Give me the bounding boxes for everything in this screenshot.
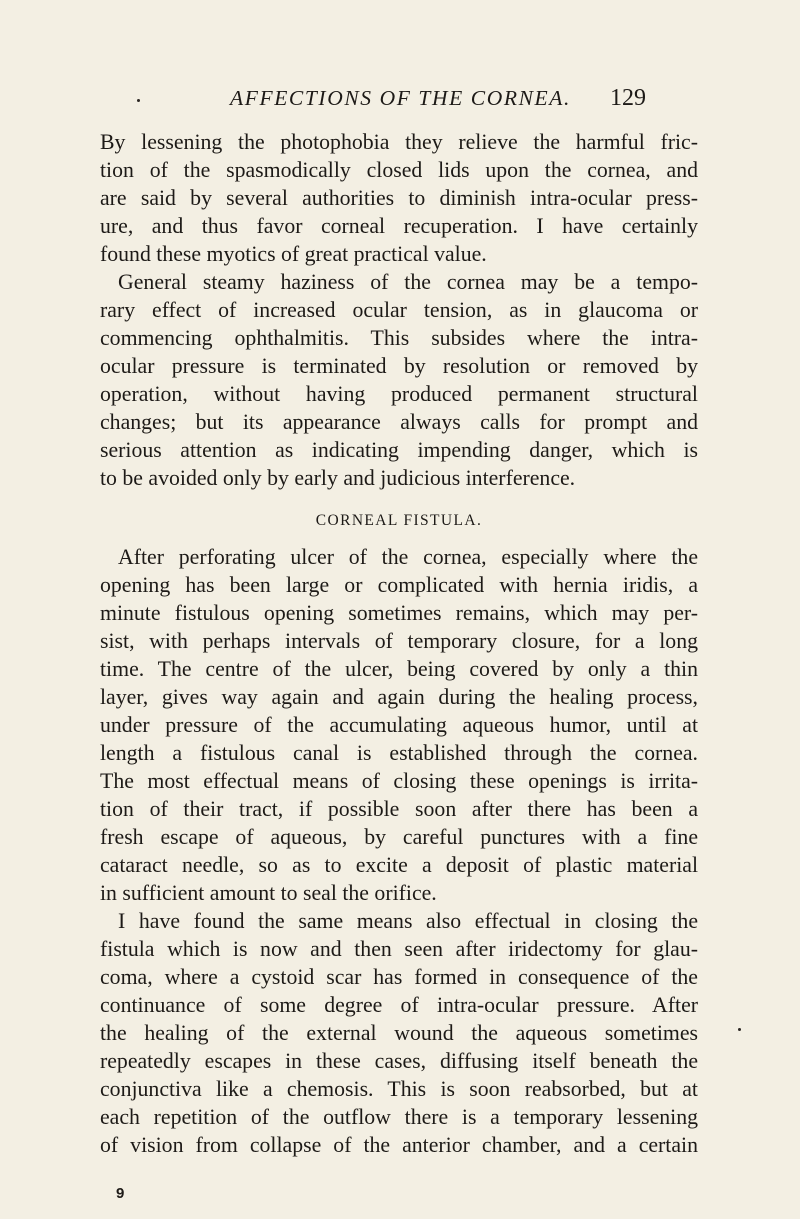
paragraph-line: opening has been large or complicated with hernia iridis, a [100, 573, 698, 597]
page-number: 129 [610, 85, 646, 111]
paragraph-line: The most effectual means of closing these openings is irrita- [100, 769, 698, 793]
paragraph-line: serious attention as indicating impending danger, which is [100, 438, 698, 462]
paragraph-line: each repetition of the outflow there is a temporary lessening [100, 1105, 698, 1129]
paragraph-line: time. The centre of the ulcer, being covered by only a thin [100, 657, 698, 681]
print-speck [738, 1028, 741, 1031]
paragraph-line: the healing of the external wound the aqueous sometimes [100, 1021, 698, 1045]
paragraph-line: length a fistulous canal is established through the cornea. [100, 741, 698, 765]
paragraph-line: rary effect of increased ocular tension, as in glaucoma or [100, 298, 698, 322]
paragraph-line: General steamy haziness of the cornea may be a tempo- [118, 270, 698, 294]
paragraph-line: under pressure of the accumulating aqueous humor, until at [100, 713, 698, 737]
paragraph-line: to be avoided only by early and judicious interference. [100, 466, 576, 490]
paragraph-line: ure, and thus favor corneal recuperation. I have certainly [100, 214, 698, 238]
paragraph-line: layer, gives way again and again during the healing process, [100, 685, 698, 709]
paragraph-line: commencing ophthalmitis. This subsides where the intra- [100, 326, 698, 350]
paragraph-line: in sufficient amount to seal the orifice. [100, 881, 437, 905]
running-title: AFFECTIONS OF THE CORNEA. [230, 86, 571, 110]
paragraph-line: minute fistulous opening sometimes remains, which may per- [100, 601, 698, 625]
paragraph-line: operation, without having produced permanent structural [100, 382, 698, 406]
paragraph-line: fistula which is now and then seen after iridectomy for glau- [100, 937, 698, 961]
paragraph-line: tion of their tract, if possible soon after there has been a [100, 797, 698, 821]
paragraph-line: By lessening the photophobia they relieve the harmful fric- [100, 130, 698, 154]
paragraph-line: are said by several authorities to diminish intra-ocular press- [100, 186, 698, 210]
signature-mark: 9 [116, 1185, 125, 1202]
paragraph-line: changes; but its appearance always calls for prompt and [100, 410, 698, 434]
paragraph-line: coma, where a cystoid scar has formed in consequence of the [100, 965, 698, 989]
paragraph-line: ocular pressure is terminated by resolution or removed by [100, 354, 698, 378]
paragraph-line: repeatedly escapes in these cases, diffusing itself beneath the [100, 1049, 698, 1073]
paragraph-line: found these myotics of great practical value. [100, 242, 487, 266]
paragraph-line: continuance of some degree of intra-ocular pressure. After [100, 993, 698, 1017]
paragraph-line: I have found the same means also effectual in closing the [118, 909, 698, 933]
paragraph-line: conjunctiva like a chemosis. This is soon reabsorbed, but at [100, 1077, 698, 1101]
paragraph-line: fresh escape of aqueous, by careful punctures with a fine [100, 825, 698, 849]
section-heading: CORNEAL FISTULA. [315, 512, 483, 529]
paragraph-line: of vision from collapse of the anterior chamber, and a certain [100, 1133, 698, 1157]
paragraph-line: cataract needle, so as to excite a deposit of plastic material [100, 853, 698, 877]
paragraph-line: tion of the spasmodically closed lids upon the cornea, and [100, 158, 698, 182]
paragraph-line: After perforating ulcer of the cornea, especially where the [118, 545, 698, 569]
paragraph-line: sist, with perhaps intervals of temporary closure, for a long [100, 629, 698, 653]
print-speck [137, 99, 140, 102]
